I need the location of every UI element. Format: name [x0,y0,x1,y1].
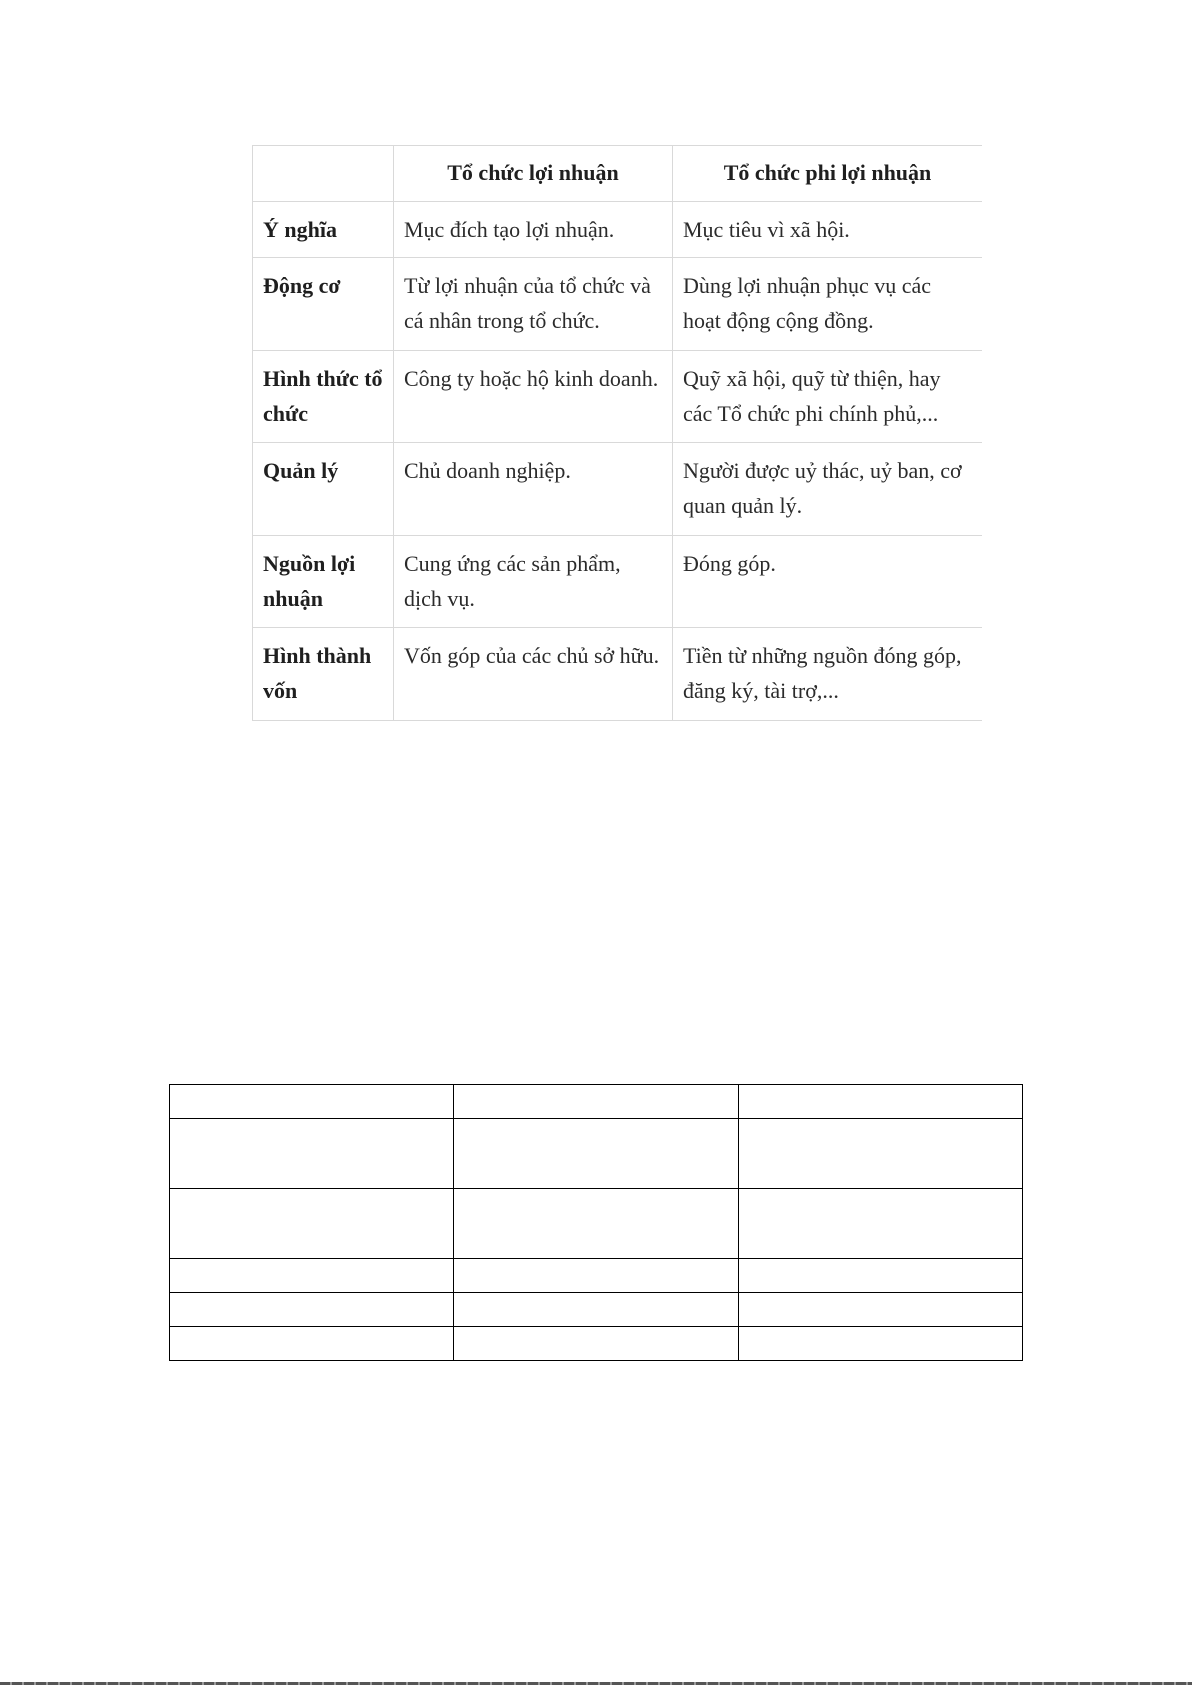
table-cell [454,1293,738,1327]
table-cell [170,1085,454,1119]
table-cell [454,1327,738,1361]
table-row [253,350,983,443]
table-row [253,628,983,721]
nonprofit-cell: Tiền từ những nguồn đóng góp, đăng ký, tài trợ,... [673,628,983,721]
table-row [253,258,983,351]
table-header-row [253,146,983,202]
table-cell [738,1119,1022,1189]
row-label: Quản lý [253,443,394,536]
header-cell-nonprofit-org: Tổ chức phi lợi nhuận [673,146,983,202]
table-row [170,1085,1023,1119]
profit-cell: Vốn góp của các chủ sở hữu. [394,628,673,721]
table-cell [170,1259,454,1293]
nonprofit-cell: Người được uỷ thác, uỷ ban, cơ quan quản lý. [673,443,983,536]
table-cell [738,1085,1022,1119]
profit-cell: Cung ứng các sản phẩm, dịch vụ. [394,535,673,628]
table-row [170,1293,1023,1327]
table-cell [170,1293,454,1327]
comparison-table-image [252,145,982,721]
table-cell [454,1259,738,1293]
profit-cell: Từ lợi nhuận của tổ chức và cá nhân trong tổ chức. [394,258,673,351]
row-label: Ý nghĩa [253,202,394,258]
row-label: Động cơ [253,258,394,351]
nonprofit-cell: Dùng lợi nhuận phục vụ các hoạt động cộng đồng. [673,258,983,351]
table-row [253,443,983,536]
header-cell-empty [253,146,394,202]
table-cell [738,1293,1022,1327]
row-label: Hình thức tổ chức [253,350,394,443]
table-row [170,1119,1023,1189]
row-label: Hình thành vốn [253,628,394,721]
table-cell [170,1119,454,1189]
table-cell [454,1189,738,1259]
table-cell [738,1327,1022,1361]
profit-cell: Công ty hoặc hộ kinh doanh. [394,350,673,443]
nonprofit-cell: Đóng góp. [673,535,983,628]
table-row [253,202,983,258]
profit-cell: Mục đích tạo lợi nhuận. [394,202,673,258]
table-row [170,1327,1023,1361]
nonprofit-cell: Mục tiêu vì xã hội. [673,202,983,258]
row-label: Nguồn lợi nhuận [253,535,394,628]
table-cell [738,1189,1022,1259]
table-cell [738,1259,1022,1293]
nonprofit-cell: Quỹ xã hội, quỹ từ thiện, hay các Tổ chức phi chính phủ,... [673,350,983,443]
table-cell [170,1327,454,1361]
empty-table [169,1084,1023,1361]
profit-cell: Chủ doanh nghiệp. [394,443,673,536]
table-row [170,1259,1023,1293]
comparison-table [252,145,982,721]
header-cell-profit-org: Tổ chức lợi nhuận [394,146,673,202]
table-row [170,1189,1023,1259]
table-cell [454,1085,738,1119]
table-cell [454,1119,738,1189]
table-row [253,535,983,628]
table-cell [170,1189,454,1259]
